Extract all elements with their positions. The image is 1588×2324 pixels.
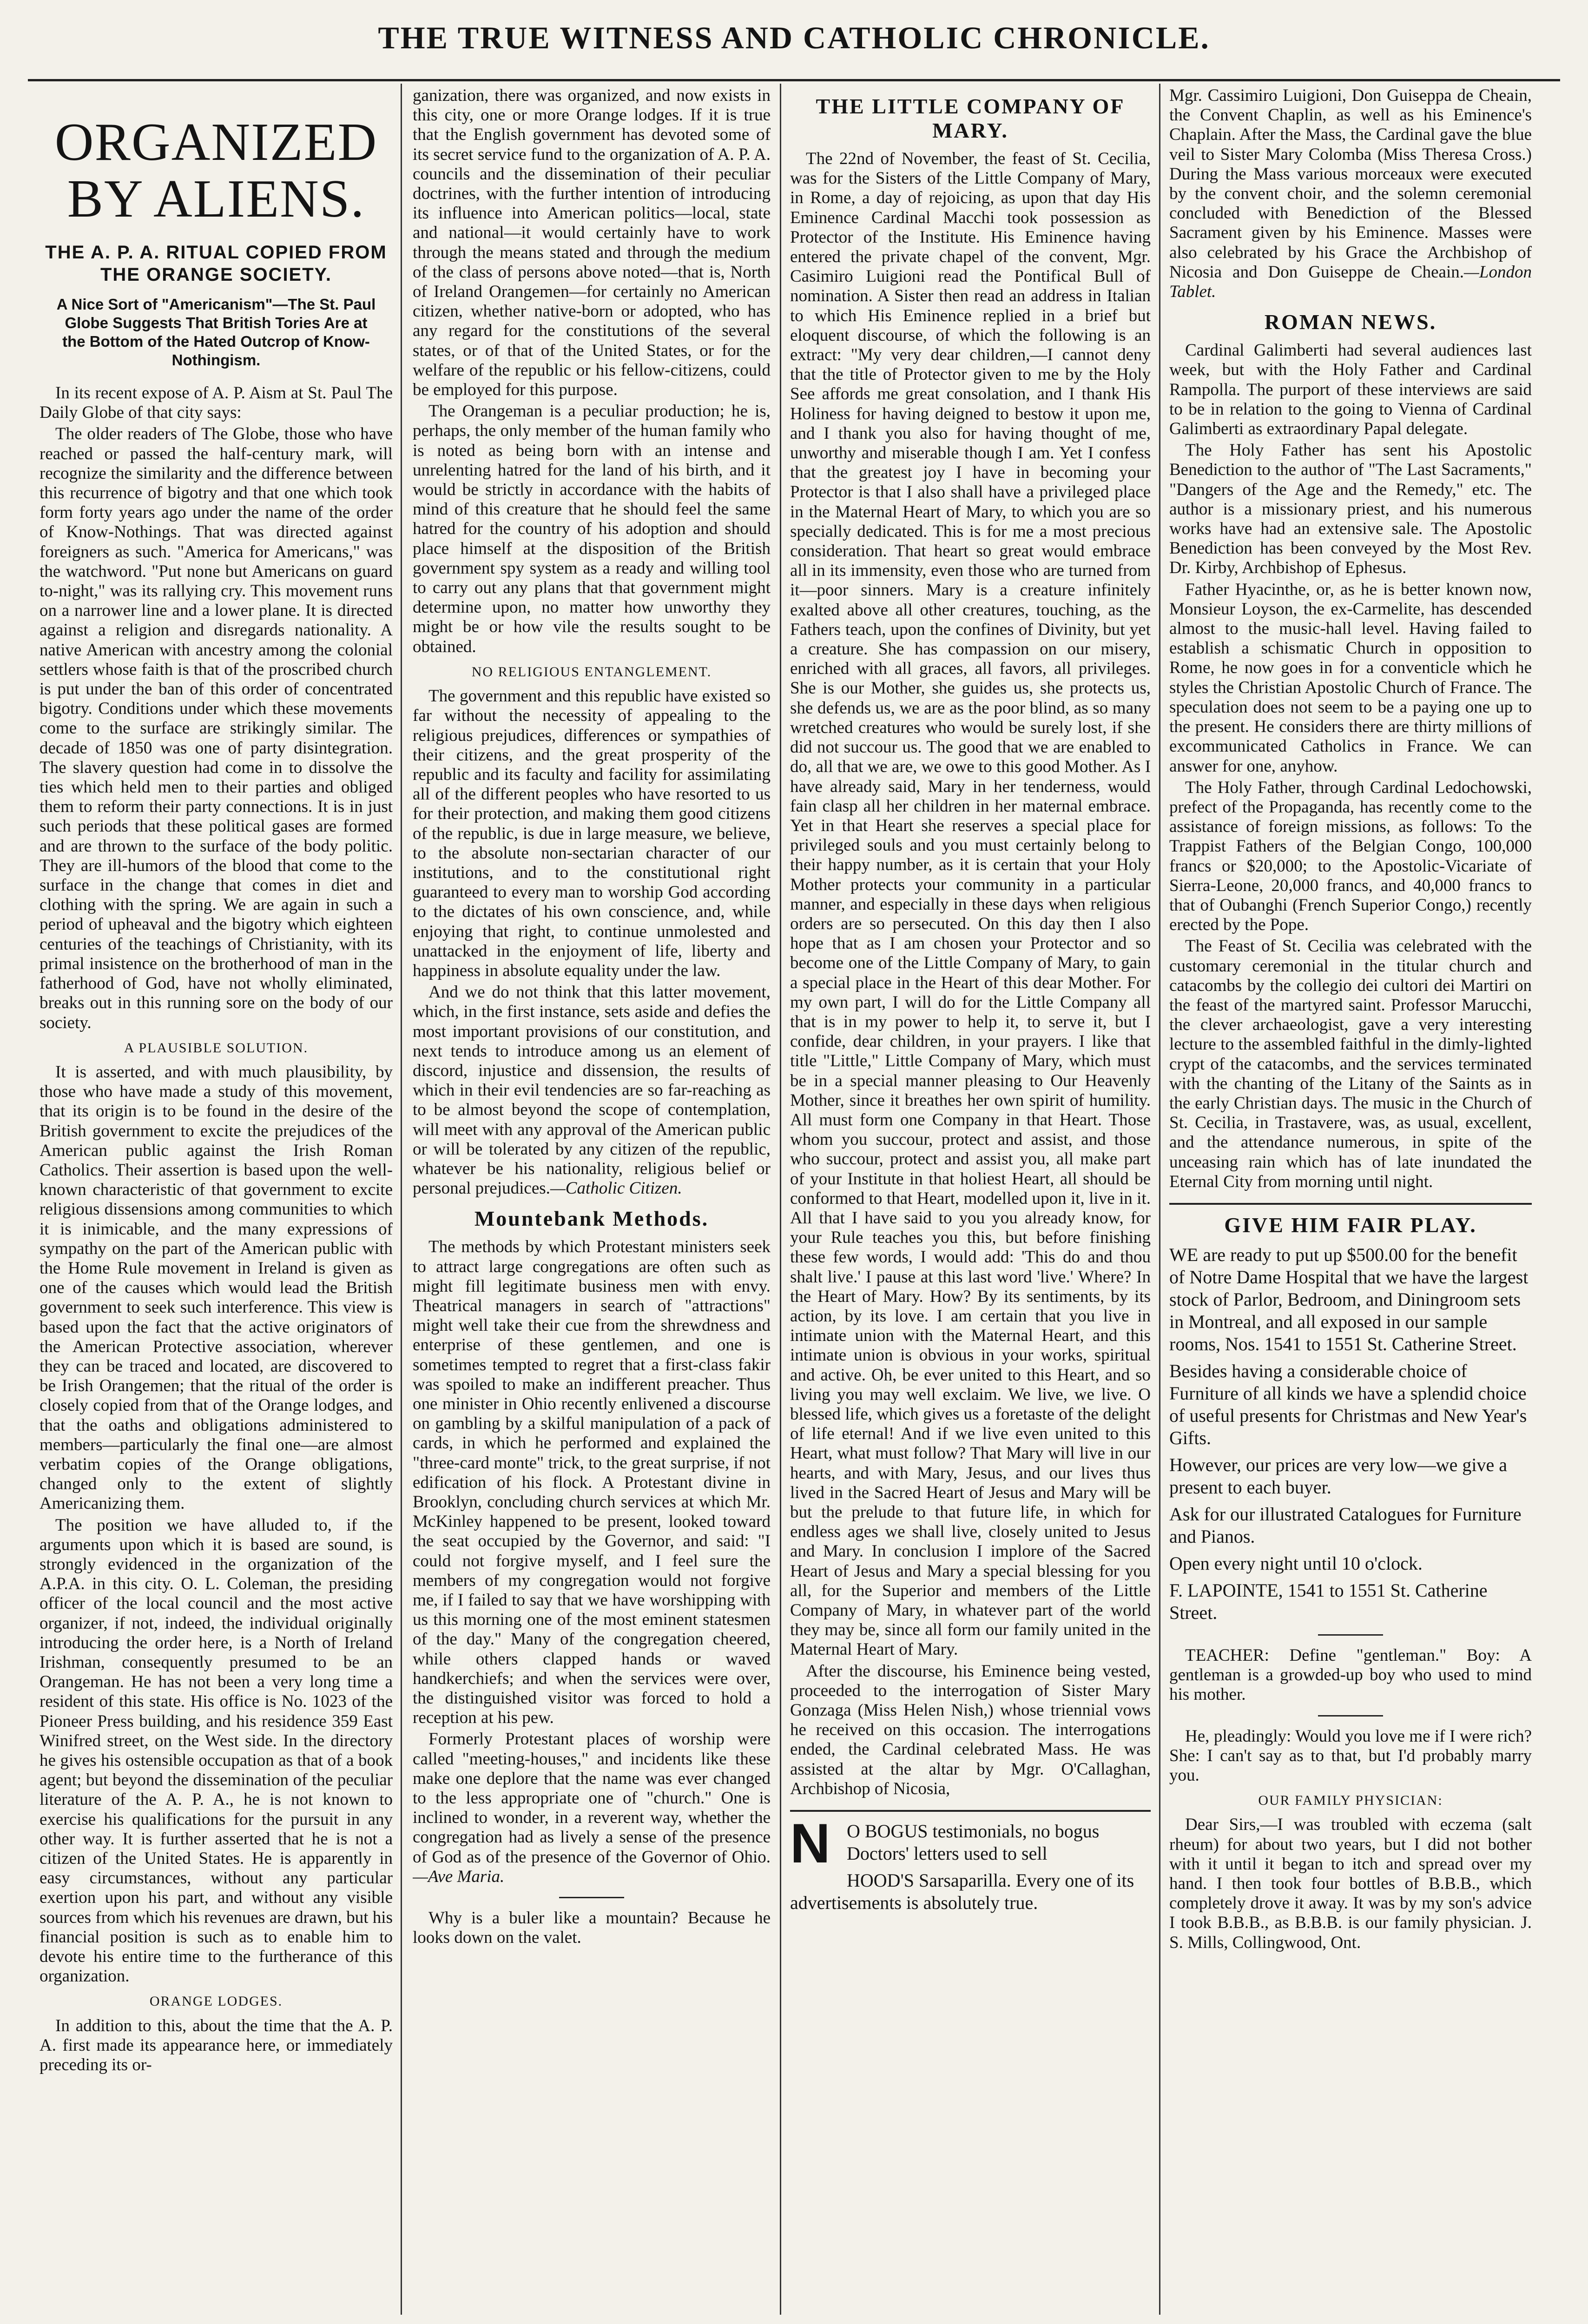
ad-initial-letter: N: [790, 1812, 830, 1875]
column-2: [413, 86, 771, 2322]
section-subhead: ORANGE LODGES.: [149, 1994, 283, 2009]
section-subhead: NO RELIGIOUS ENTANGLEMENT.: [471, 664, 712, 680]
filler-joke: TEACHER: Define "gentleman." Boy: A gentleman is a growded-up boy who used to mind his mother.: [1169, 1645, 1532, 1704]
paragraph-text: Formerly Protestant places of worship were called "meeting-houses," and incidents like these make one deplore that the name was ever changed to the less appropriate one of "church." One is inclined to wonder, in a reverent way, whether the congregation had as lively a sense of the presence of God as of the presence of the Governor of Ohio.: [413, 1730, 771, 1867]
ad-line: F. LAPOINTE, 1541 to 1551 St. Catherine Street.: [1169, 1579, 1488, 1623]
paragraph: Father Hyacinthe, or, as he is better known now, Monsieur Loyson, the ex-Carmelite, has descended almost to the music-hall level. Having failed to establish a schismatic Church in opposition to Rome, he now goes in for a conventicle which he styles the Christian Apostolic Church of France. The speculation does not seem to be a paying one up to the present. He considers there are thirty millions of excommunicated Catholics in France. We can answer for one, anyhow.: [1169, 580, 1532, 776]
article-subheadline: THE A. P. A. RITUAL COPIED FROM THE ORANGE SOCIETY.: [45, 242, 387, 285]
column-rule: [780, 84, 781, 2315]
ad-line: Open every night until 10 o'clock.: [1169, 1552, 1423, 1574]
paragraph-text: And we do not think that this latter movement, which, in the first instance, sets aside and defies the most important provisions of our constitution, and next tends to introduce among us an element of discord, injustice and dissension, the results of which in their evil tendencies are so far-reaching as to be almost beyond the scope of contemplation, will meet with any approval of the American public or will be tolerated by any citizen of the republic, whatever be his nationality, religious belief or personal prejudices.: [413, 983, 771, 1198]
running-head: THE TRUE WITNESS AND CATHOLIC CHRONICLE.: [378, 20, 1210, 55]
paragraph: In addition to this, about the time that the A. P. A. first made its appearance here, or immediately preceding its or-: [40, 2016, 393, 2075]
article-headline: ORGANIZED BY ALIENS.: [54, 112, 378, 229]
paragraph: [413, 983, 771, 1198]
paragraph: The Orangeman is a peculiar production; he is, perhaps, the only member of the human family who is noted as being born with an intense and unrelenting hatred for the land of his birth, and it would be strictly in accordance with the habits of mind of this creature that he should feel the same hatred for the country of his adoption and should place himself at the disposition of the British government spy system as a ready and willing tool to carry out any plans that that government might determine upon, no matter how unworthy they might be or how vile the results sought to be obtained.: [413, 402, 771, 656]
column-1: [40, 86, 393, 2322]
paragraph: The government and this republic have existed so far without the necessity of appealing to the religious prejudices, differences or sympathies of their citizens, and the great prosperity of the republic and its faculty and facility for assimilating all of the different peoples who have resorted to us for their protection, and making them good citizens of the republic, is due in large measure, we believe, to the absolute non-sectarian character of our institutions, and to the constitutional right guaranteed to every man to worship God according to the dictates of his own conscience, and, while enjoying that right, to continue unmolested and unattacked in the enjoyment of life, liberty and happiness in absolute equality under the law.: [413, 687, 771, 980]
ad-headline: GIVE HIM FAIR PLAY.: [1224, 1213, 1477, 1237]
column-rule: [1159, 84, 1160, 2315]
article-headline: THE LITTLE COMPANY OF MARY.: [816, 94, 1125, 142]
ad-line: Ask for our illustrated Catalogues for Furniture and Pianos.: [1169, 1503, 1522, 1547]
column-4: [1169, 86, 1532, 2322]
ad-line: HOOD'S Sarsaparilla. Every one of its advertisements is absolutely true.: [790, 1870, 1134, 1914]
paragraph: After the discourse, his Eminence being vested, proceeded to the interrogation of Sister Mary Gonzaga (Miss Helen Nish,) whose triennial vows he received on this occasion. The interrogations ended, the Cardinal celebrated Mass. He was assisted at the altar by Mgr. O'Callaghan, Archbishop of Nicosia,: [790, 1661, 1151, 1798]
masthead: [28, 9, 1560, 81]
filler-joke: Why is a buler like a mountain? Because he looks down on the valet.: [413, 1908, 771, 1948]
divider: [1318, 1715, 1383, 1717]
ad-line: O BOGUS testimonials, no bogus Doctors' letters used to sell: [847, 1821, 1100, 1864]
paragraph-text: Mgr. Cassimiro Luigioni, Don Guiseppa de Cheain, the Convent Chaplin, as well as his Eminence's Chaplain. After the Mass, the Cardinal gave the blue veil to Sister Mary Colomba (Miss Theresa Cross.) During the Mass various morceaux were executed by the convent choir, and the solemn ceremonial concluded with Benediction of the Blessed Sacrament given by his Eminence. Masses were also celebrated by his Grace the Archbishop of Nicosia and Don Guiseppe de Cheain.: [1169, 86, 1532, 282]
column-3: [790, 86, 1151, 2322]
source-credit: —Ave Maria.: [413, 1867, 505, 1886]
paragraph: The Holy Father has sent his Apostolic Benediction to the author of "The Last Sacraments," "Dangers of the Age and the Remedy," etc. The author is a missionary priest, and his numerous works have had an extensive sale. The Apostolic Benediction has been conveyed by the Most Rev. Dr. Kirby, Archbishop of Ephesus.: [1169, 441, 1532, 578]
ad-line: However, our prices are very low—we give a present to each buyer.: [1169, 1454, 1507, 1498]
source-credit: —Catholic Citizen.: [550, 1179, 682, 1198]
paragraph: [1169, 86, 1532, 302]
divider: [790, 1810, 1151, 1812]
paragraph: In its recent expose of A. P. Aism at St. Paul The Daily Globe of that city says:: [40, 383, 393, 423]
furniture-advertisement: [1169, 1244, 1532, 1624]
paragraph: Dear Sirs,—I was troubled with eczema (salt rheum) for about two years, but I did not bother with it until it began to itch and spread over my hand. I then took four bottles of B.B.B., which completely drove it away. It was by my son's advice I took B.B.B., as B.B.B. is our family physician. J. S. Mills, Collingwood, Ont.: [1169, 1815, 1532, 1952]
paragraph: The Feast of St. Cecilia was celebrated with the customary ceremonial in the titular church and catacombs by the collegio dei cultori dei Martiri on the feast of the martyred saint. Professor Marucchi, the clever archaeologist, gave a very interesting lecture to the assembled faithful in the dimly-lighted crypt of the catacombs, and the services terminated with the chanting of the Litany of the Saints as in the early Christian days. The music in the Church of St. Cecilia, in Trastavere, was, as usual, excellent, and the attendance numerous, in spite of the unceasing rain which has of late inundated the Eternal City from morning until night.: [1169, 937, 1532, 1191]
source-credit: —London Tablet.: [1169, 262, 1532, 302]
ad-line: WE are ready to put up $500.00 for the benefit of Notre Dame Hospital that we have the largest stock of Parlor, Bedroom, and Diningroom sets in Montreal, and all exposed in our sample rooms, Nos. 1541 to 1551 St. Catherine Street.: [1169, 1244, 1529, 1354]
paragraph: The 22nd of November, the feast of St. Cecilia, was for the Sisters of the Little Company of Mary, in Rome, a day of rejoicing, as upon that day His Eminence Cardinal Macchi took possession as Protector of the Institute. His Eminence having entered the private chapel of the convent, Mgr. Casimiro Luigioni read the Pontifical Bull of nomination. A Sister then read an address in Italian to which His Eminence replied in a brief but eloquent discourse, of which the following is an extract: "My very dear children,—I cannot deny that the title of Protector given to me by the Holy See affords me great consolation, and I thank His Holiness for having deigned to bestow it upon me, and I thank you also for having thought of me, unworthy and miserable though I am. Yet I confess that the greatest joy I have in becoming your Protector is that I also shall have a privileged place in the Maternal Heart of Mary, to which you are so specially dedicated. This is for me a most precious consideration. That heart so great would embrace all in its immensity, even those who are turned from it—poor sinners. Mary is a creature infinitely exalted above all other creatures, touching, as the Fathers teach, upon the confines of Divinity, but yet a creature. She has compassion on our misery, enriched with all graces, all favors, all privileges. She is our Mother, she guides us, she protects us, she defends us, we are as the poor blind, as so many wretched creatures who would be surely lost, if she did not succour us. The good that we are enabled to do, all that we are, we owe to this good Mother. As I have already said, Mary in her tenderness, would fain clasp all her children in her maternal embrace. Yet in that Heart she reserves a special place for privileged souls and you must certainly belong to their happy number, as it is certain that your Holy Mother protects your community in a particular manner, and especially in these days when religious orders are so persecuted. On this day then I also hope that as I am chosen your Protector and so become one of the Little Company of Mary, to gain a special place in the Heart of this dear Mother. For my own part, I will do for the Little Company all that is in my power to help it, to serve it, but I confide, dear children, in your prayers. I like that title "Little," Little Company of Mary, which must be in a special manner pleasing to Our Heavenly Mother, since it breathes her own spirit of humility. All must form one Company in that Heart. Those whom you succour, protect and assist, and those who succour, protect and assist you, all make part of your Institute in that holiest Heart, all should be conformed to that Heart, modelled upon it, live in it. All that I have said to you you already know, for your Rule teaches you this, but before finishing these few words, I would add: 'This do and thou shalt live.' I pause at this last word 'live.' Where? In the Heart of Mary. How? By its sentiments, by its action, by its love. I am certain that you live in intimate union with the Maternal Heart, and this intimate union is obvious in your works, spiritual and active. Oh, be ever united to this Heart, and so living you may well exclaim. We live, we live. O blessed life, which gives us a foretaste of the delight of life eternal! And if we live even united to this Heart, what must follow? That Mary will live in our hearts, and with Mary, Jesus, and our lives thus lived in the Sacred Heart of Jesus and Mary will be but the prelude to that future life, in which for endless ages we shall live, closely united to Jesus and Mary. In conclusion I implore of the Sacred Heart of Jesus and Mary a special blessing for you all, for the Superior and members of the Little Company of Mary, in whatever part of the world they may be, since all form our family united in the Maternal Heart of Mary.: [790, 149, 1151, 1659]
ad-line: Besides having a considerable choice of Furniture of all kinds we have a splendid choice of useful presents for Christmas and New Year's Gifts.: [1169, 1360, 1527, 1448]
hoods-advertisement: [790, 1812, 1151, 1914]
section-subhead: OUR FAMILY PHYSICIAN:: [1258, 1793, 1443, 1809]
article-headline: ROMAN NEWS.: [1264, 310, 1437, 334]
filler-joke: He, pleadingly: Would you love me if I were rich? She: I can't say as to that, but I'd probably marry you.: [1169, 1726, 1532, 1785]
section-subhead: A PLAUSIBLE SOLUTION.: [124, 1040, 309, 1056]
paragraph: Cardinal Galimberti had several audiences last week, but with the Holy Father and Cardinal Rampolla. The purport of these interviews are said to be in relation to the going to Vienna of Cardinal Galimberti as extraordinary Papal delegate.: [1169, 341, 1532, 439]
divider: [1318, 1634, 1383, 1636]
column-rule: [401, 84, 402, 2315]
article-deck: A Nice Sort of "Americanism"—The St. Paul Globe Suggests That British Tories Are at the Bottom of the Hated Outcrop of Know-Nothingism.: [56, 296, 376, 369]
paragraph: It is asserted, and with much plausibility, by those who have made a study of this movement, that its origin is to be found in the desire of the British government to excite the prejudices of the American public against the Irish Roman Catholics. Their assertion is based upon the well-known characteristic of that government to excite religious dissensions among communities to which it is inimicable, and the many expressions of sympathy on the part of the American public with the Home Rule movement in Ireland is given as one of the causes which would lead the British government to seek such interference. This view is based upon the fact that the active originators of the American Protective association, wherever they can be traced and located, are discovered to be Irish Orangemen; that the ritual of the order is closely copied from that of the Orange lodges, and that the oaths and obligations administered to members—particularly the final one—are almost verbatim copies of the Orange obligations, changed only to the extent of slightly Americanizing them.: [40, 1062, 393, 1513]
paragraph: The position we have alluded to, if the arguments upon which it is based are sound, is strongly evidenced in the organization of the A.P.A. in this city. O. L. Coleman, the presiding officer of the local council and the most active organizer, if not, indeed, the individual originally introducing the order here, is a North of Ireland Irishman, consequently presumed to be an Orangeman. He has not been a very long time a resident of this state. His office is No. 1023 of the Pioneer Press building, and his residence 359 East Winifred street, on the West side. In the directory he gives his ostensible occupation as that of a book agent; but beyond the dissemination of the peculiar literature of the A. P. A., he is not known to exercise his qualifications for the pursuit in any other way. It is further asserted that he is not a citizen of the United States. He is apparently in easy circumstances, without any particular exertion upon his part, and without any visible sources from which his revenues are drawn, but his financial position is such as to enable him to devote his entire time to the furtherance of this organization.: [40, 1515, 393, 1986]
paragraph: The Holy Father, through Cardinal Ledochowski, prefect of the Propaganda, has recently come to the assistance of foreign missions, as follows: To the Trappist Fathers of the Belgian Congo, 100,000 francs or $20,000; to the Apostolic-Vicariate of Sierra-Leone, 20,000 francs, and 40,000 francs to that of Oubanghi (French Superior Congo,) recently erected by the Pope.: [1169, 778, 1532, 935]
paragraph: ganization, there was organized, and now exists in this city, one or more Orange lodges. If it is true that the English government has devoted some of its secret service fund to the organization of A. P. A. councils and the dissemination of their peculiar doctrines, with the further intention of introducing its influence into American politics—local, state and national—it would certainly have to work through the means stated and through the medium of the class of persons above noted—that is, North of Ireland Orangemen—for certainly no American citizen, whether native-born or adopted, who has any regard for the constitutions of the several states, or of that of the United States, or for the welfare of the republic or his fellow-citizens, could be employed for this purpose.: [413, 86, 771, 400]
paragraph: The older readers of The Globe, those who have reached or passed the half-century mark, will recognize the similarity and the difference between this recurrence of bigotry and that one which took form forty years ago under the name of the order of Know-Nothings. That was directed against foreigners as such. "America for Americans," was the watchword. "Put none but Americans on guard to-night," was its rallying cry. This movement runs on a narrower line and a lower plane. It is directed against a religion and disregards nationality. A native American with ancestry among the colonial settlers whose faith is that of the proscribed church is put under the ban of this order of concentrated bigotry. Conditions under which these movements come to the surface are strikingly similar. The decade of 1850 was one of party disintegration. The slavery question had come in to dissolve the ties which held men to their parties and obliged them to reform their party connections. It is in just such periods that these political gases are formed and are thrown to the surface of the body politic. They are ill-humors of the blood that come to the surface in the change that comes in diet and clothing with the spring. We are again in such a period of upheaval and the bigotry which eighteen centuries of the teachings of Christianity, with its primal insistence on the brotherhood of man in the fatherhood of God, have not wholly eliminated, breaks out in this running sore on the body of our society.: [40, 424, 393, 1032]
divider: [1169, 1203, 1532, 1205]
divider: [559, 1897, 624, 1898]
article-headline: Mountebank Methods.: [474, 1207, 709, 1231]
paragraph: The methods by which Protestant ministers seek to attract large congregations are often such as might fill legitimate business men with envy. Theatrical managers in search of "attractions" might well take their cue from the shrewdness and enterprise of these gentlemen, and one is sometimes tempted to regret that a first-class fakir was spoiled to make an indifferent preacher. Thus one minister in Ohio recently enlivened a discourse on gambling by a skilful manipulation of a pack of cards, in which he performed and explained the "three-card monte" trick, to the great surprise, if not edification of his flock. A Protestant divine in Brooklyn, concluding church services at which Mr. McKinley happened to be present, looked toward the seat occupied by the Governor, and said: "I could not forgive myself, and I feel sure the members of my congregation would not forgive me, if I failed to say that we have worshipping with us this morning one of the most eminent statesmen of the day." Many of the congregation cheered, while others clapped hands or waved handkerchiefs; and when the services were over, the distinguished visitor was forced to hold a reception at his pew.: [413, 1237, 771, 1728]
paragraph: [413, 1730, 771, 1887]
